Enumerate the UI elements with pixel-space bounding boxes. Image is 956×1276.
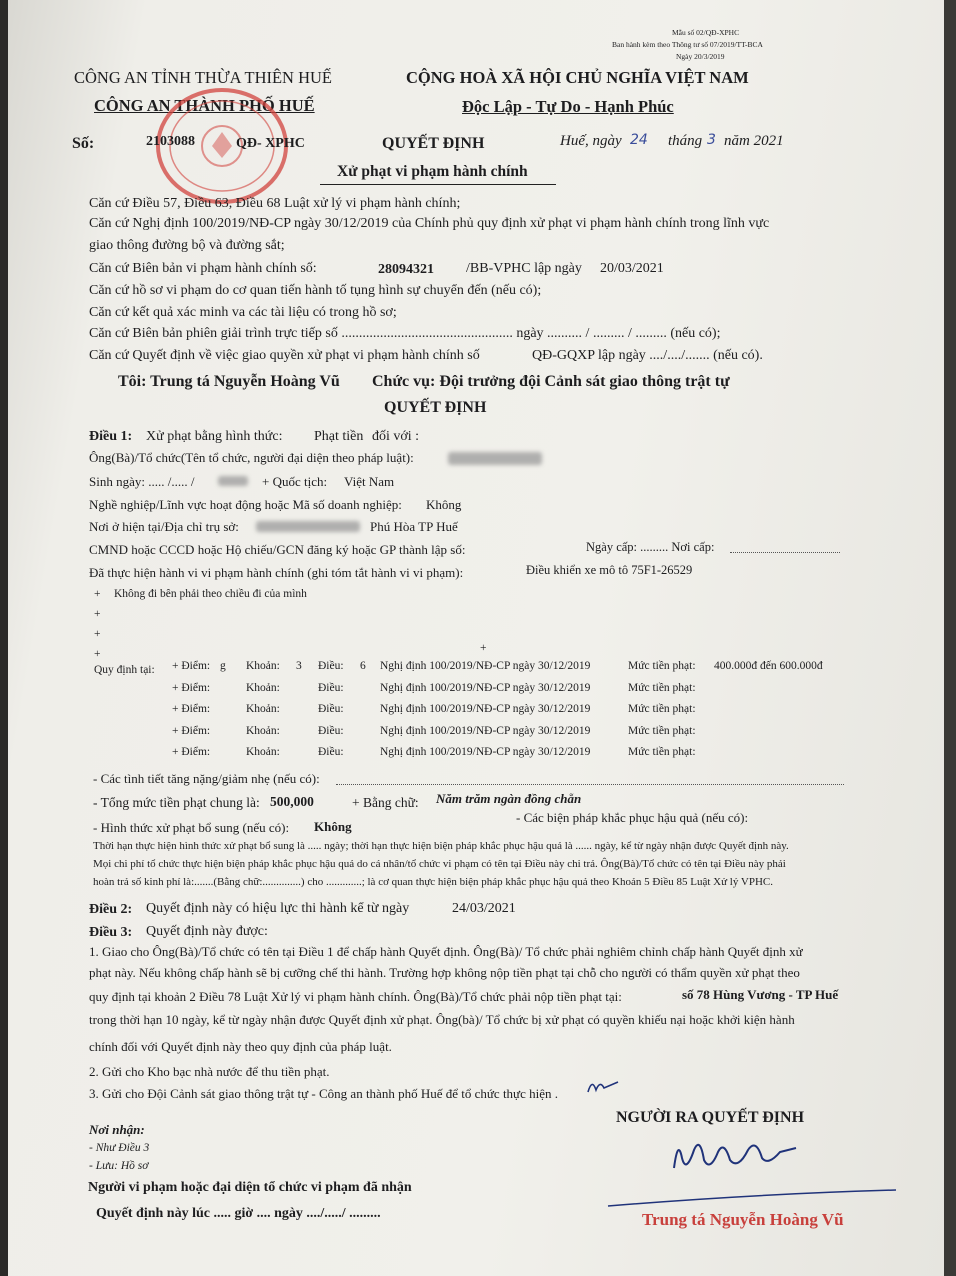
decide-heading: QUYẾT ĐỊNH xyxy=(384,399,487,416)
rule-nd: Nghị định 100/2019/NĐ-CP ngày 30/12/2019 xyxy=(380,703,591,715)
rule-dieu: Điều: xyxy=(318,724,344,737)
basis-2b: giao thông đường bộ và đường sắt; xyxy=(89,238,285,253)
plus-2: + xyxy=(94,608,101,620)
rule-muc: Mức tiền phạt: xyxy=(628,660,696,672)
rule-diem: + Điểm: xyxy=(172,724,211,737)
article-1-against: đối với : xyxy=(372,429,420,444)
rule-khoan: Khoản: xyxy=(246,703,280,715)
number-value: 2103088 xyxy=(146,134,195,149)
date-day: 24 xyxy=(630,132,648,148)
article-3-p3: quy định tại khoản 2 Điều 78 Luật Xử lý vi phạm hành chính. Ông(Bà)/Tổ chức phải nộp tiền phạt tại: xyxy=(89,989,622,1004)
article-3-p7: 3. Gửi cho Đội Cảnh sát giao thông trật tự - Công an thành phố Huế để tổ chức thực hiện . xyxy=(89,1086,559,1101)
address-label: Nơi ở hiện tại/Địa chỉ trụ sở: xyxy=(89,519,239,534)
violation-value: Điều khiển xe mô tô 75F1-26529 xyxy=(526,563,693,577)
total-value: 500,000 xyxy=(270,794,314,809)
article-3-p4: trong thời hạn 10 ngày, kể từ ngày nhận được Quyết định xử phạt. Ông(bà)/ Tổ chức bị xử phạt có quyền khiếu nại hoặc khởi kiện hành xyxy=(89,1012,795,1027)
rules-label: Quy định tại: xyxy=(94,664,155,676)
payment-place: số 78 Hùng Vương - TP Huế xyxy=(682,987,839,1002)
recipients-title: Nơi nhận: xyxy=(89,1122,145,1137)
rule-muc: Mức tiền phạt: xyxy=(628,681,696,694)
total-words: Năm trăm ngàn đồng chẵn xyxy=(436,791,582,806)
issuer-name: Tôi: Trung tá Nguyễn Hoàng Vũ xyxy=(118,373,340,390)
rule-muc: Mức tiền phạt: xyxy=(628,746,696,758)
rule-muc: Mức tiền phạt: xyxy=(628,724,696,737)
nationality-label: + Quốc tịch: xyxy=(262,474,328,489)
article-3-text: Quyết định này được: xyxy=(146,924,268,939)
rule-dieu: Điều: xyxy=(318,681,344,694)
rule-khoan: Khoản: xyxy=(246,660,280,672)
basis-5: Căn cứ kết quả xác minh va các tài liệu có trong hồ sơ; xyxy=(89,305,397,320)
article-2-date: 24/03/2021 xyxy=(452,901,516,916)
basis-7-tail: QĐ-GQXP lập ngày ..../..../....... (nếu có). xyxy=(532,348,763,363)
form-note-3: Ngày 20/3/2019 xyxy=(676,52,725,61)
article-1-form: Xử phạt bằng hình thức: xyxy=(146,429,283,444)
rule-nd: Nghị định 100/2019/NĐ-CP ngày 30/12/2019 xyxy=(380,724,591,737)
background-edge xyxy=(944,0,956,1276)
issuer-position: Chức vụ: Đội trưởng đội Cảnh sát giao thông trật tự xyxy=(372,373,730,390)
rule-nd: Nghị định 100/2019/NĐ-CP ngày 30/12/2019 xyxy=(380,746,591,758)
rule-khoan-v: 3 xyxy=(296,660,302,672)
rule-diem: + Điểm: xyxy=(172,746,211,758)
decision-title: QUYẾT ĐỊNH xyxy=(382,135,485,152)
basis-3-number: 28094321 xyxy=(378,262,434,277)
nation-motto: Độc Lập - Tự Do - Hạnh Phúc xyxy=(462,97,674,116)
nationality-value: Việt Nam xyxy=(344,474,395,489)
rule-dieu-v: 6 xyxy=(360,660,366,672)
circumstances-label: - Các tình tiết tăng nặng/giảm nhẹ (nếu có): xyxy=(93,771,320,786)
initials-signature xyxy=(584,1076,624,1098)
nation-title: CỘNG HOÀ XÃ HỘI CHỦ NGHĨA VIỆT NAM xyxy=(406,68,749,87)
article-3-p1: 1. Giao cho Ông(Bà)/Tổ chức có tên tại Điều 1 để chấp hành Quyết định. Ông(Bà)/ Tổ chức phải nghiêm chỉnh chấp hành Quyết định xử xyxy=(89,944,803,959)
circumstances-dots xyxy=(336,784,844,785)
agency-province: CÔNG AN TỈNH THỪA THIÊN HUẾ xyxy=(74,68,333,87)
total-label: - Tổng mức tiền phạt chung là: xyxy=(93,795,260,810)
form-note-1: Mẫu số 02/QĐ-XPHC xyxy=(672,28,740,37)
rule-khoan: Khoản: xyxy=(246,724,280,737)
number-suffix: QĐ- XPHC xyxy=(236,136,305,151)
article-3-p6: 2. Gửi cho Kho bạc nhà nước để thu tiền phạt. xyxy=(89,1064,330,1079)
rule-dieu: Điều: xyxy=(318,746,344,758)
basis-6: Căn cứ Biên bản phiên giải trình trực tiếp số ................................................. ngày .......... / ......... / ......... (nếu có); xyxy=(89,326,721,341)
rule-khoan: Khoản: xyxy=(246,746,280,758)
rule-nd: Nghị định 100/2019/NĐ-CP ngày 30/12/2019 xyxy=(380,681,591,694)
document-paper xyxy=(8,0,944,1276)
rule-dieu: Điều: xyxy=(318,703,344,715)
small-print-3: hoàn trả số kinh phí là:.......(Bằng chữ:..............) cho .............; là cơ quan thực hiện biện pháp khắc phục hậu quả theo Khoản 5 Điều 85 Luật Xử lý VPHC. xyxy=(93,876,774,888)
basis-1: Căn cứ Điều 57, Điều 63, Điều 68 Luật xử lý vi phạm hành chính; xyxy=(89,196,461,211)
receipt-line-2: Quyết định này lúc ..... giờ .... ngày ..../...../ ......... xyxy=(96,1206,381,1221)
article-1-penalty: Phạt tiền xyxy=(314,429,364,444)
rule-nd: Nghị định 100/2019/NĐ-CP ngày 30/12/2019 xyxy=(380,660,591,672)
signer-name: Trung tá Nguyễn Hoàng Vũ xyxy=(642,1210,844,1229)
id-label: CMND hoặc CCCD hoặc Hộ chiếu/GCN đăng ký hoặc GP thành lập số: xyxy=(89,542,466,557)
signature xyxy=(664,1130,814,1180)
basis-4: Căn cứ hồ sơ vi phạm do cơ quan tiến hành tố tụng hình sự chuyển đến (nếu có); xyxy=(89,283,542,298)
extra-value: Không xyxy=(314,819,352,834)
redacted-address xyxy=(256,521,360,532)
redacted-dob xyxy=(218,476,248,486)
plus-3: + xyxy=(94,628,101,640)
remedy-label: - Các biện pháp khắc phục hậu quả (nếu có): xyxy=(516,810,749,825)
violation-item-1: Không đi bên phải theo chiều đi của mình xyxy=(114,588,307,600)
violation-label: Đã thực hiện hành vi vi phạm hành chính (ghi tóm tắt hành vi vi phạm): xyxy=(89,565,464,580)
receipt-line-1: Người vi phạm hoặc đại diện tổ chức vi phạm đã nhận xyxy=(88,1180,412,1195)
recipient-2: - Lưu: Hồ sơ xyxy=(89,1160,149,1172)
rule-muc: Mức tiền phạt: xyxy=(628,703,696,715)
basis-3-tail: /BB-VPHC lập ngày xyxy=(466,261,582,276)
article-3-p2: phạt này. Nếu không chấp hành sẽ bị cưỡng chế thi hành. Trường hợp không nộp tiền phạt tại chỗ cho người có thẩm quyền xử phạt theo xyxy=(89,965,800,980)
plus-4: + xyxy=(94,648,101,660)
rule-diem-v: g xyxy=(220,660,226,672)
article-3-p5: chính đối với Quyết định này theo quy định của pháp luật. xyxy=(89,1039,392,1054)
date-place: Huế, ngày xyxy=(560,133,622,149)
job-label: Nghề nghiệp/Lĩnh vực hoạt động hoặc Mã số doanh nghiệp: xyxy=(89,497,402,512)
basis-2: Căn cứ Nghị định 100/2019/NĐ-CP ngày 30/12/2019 của Chính phủ quy định xử phạt vi phạm hành chính trong lĩnh vực xyxy=(89,216,770,231)
form-note-2: Ban hành kèm theo Thông tư số 07/2019/TT-BCA xyxy=(612,40,763,49)
redacted-name xyxy=(448,452,542,465)
date-month: 3 xyxy=(707,132,716,148)
article-1-label: Điều 1: xyxy=(89,429,133,444)
rule-dieu: Điều: xyxy=(318,660,344,672)
small-print-1: Thời hạn thực hiện hình thức xử phạt bổ sung là ..... ngày; thời hạn thực hiện biện pháp khắc phục hậu quả là ...... ngày, kể từ ngày nhận được Quyết định này. xyxy=(93,840,789,852)
violator-name-label: Ông(Bà)/Tổ chức(Tên tổ chức, người đại diện theo pháp luật): xyxy=(89,450,414,465)
signer-title: NGƯỜI RA QUYẾT ĐỊNH xyxy=(616,1109,805,1126)
article-2-text: Quyết định này có hiệu lực thi hành kể từ ngày xyxy=(146,901,410,916)
extra-label: - Hình thức xử phạt bổ sung (nếu có): xyxy=(93,820,290,835)
subtitle: Xử phạt vi phạm hành chính xyxy=(337,163,528,180)
basis-3-label: Căn cứ Biên bản vi phạm hành chính số: xyxy=(89,261,317,276)
date-year: năm 2021 xyxy=(724,133,784,149)
rule-diem: + Điểm: xyxy=(172,703,211,715)
total-words-label: + Bằng chữ: xyxy=(352,795,419,810)
small-print-2: Mọi chi phí tổ chức thực hiện biện pháp khắc phục hậu quả do cá nhân/tổ chức vi phạm có tên tại Điều này chi trả. Ông(Bà)/Tổ chức có tên tại Điều này phải xyxy=(93,858,786,870)
id-issue: Ngày cấp: ......... Nơi cấp: xyxy=(586,540,715,554)
plus-1: + xyxy=(94,588,101,600)
rule-muc-v: 400.000đ đến 600.000đ xyxy=(714,660,823,672)
number-label: Số: xyxy=(72,135,95,152)
address-value: Phú Hòa TP Huế xyxy=(370,519,458,534)
basis-7: Căn cứ Quyết định về việc giao quyền xử phạt vi phạm hành chính số xyxy=(89,348,480,363)
article-2-label: Điều 2: xyxy=(89,902,133,917)
plus-5: + xyxy=(480,642,487,654)
recipient-1: - Như Điều 3 xyxy=(89,1142,150,1154)
article-3-label: Điều 3: xyxy=(89,925,133,940)
basis-3-date: 20/03/2021 xyxy=(600,261,664,276)
issue-place-dots xyxy=(730,552,840,553)
rule-diem: + Điểm: xyxy=(172,681,211,694)
rule-khoan: Khoản: xyxy=(246,681,280,694)
rule-diem: + Điểm: xyxy=(172,660,211,672)
job-value: Không xyxy=(426,497,462,512)
subtitle-rule xyxy=(320,184,556,185)
date-month-label: tháng xyxy=(668,133,703,149)
dob-label: Sinh ngày: ..... /..... / xyxy=(89,474,195,489)
agency-city: CÔNG AN THÀNH PHỐ HUẾ xyxy=(94,96,315,115)
